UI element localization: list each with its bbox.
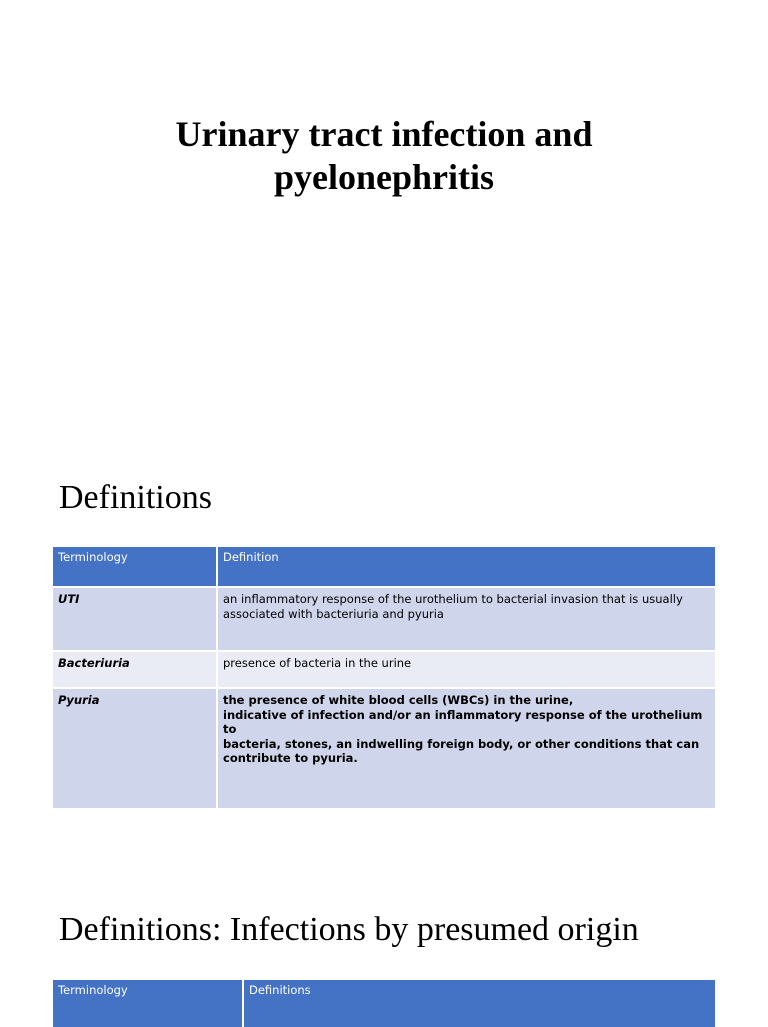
table-row bbox=[53, 587, 715, 651]
table-row bbox=[53, 688, 715, 808]
infections-by-origin-heading: Definitions: Infections by presumed origin bbox=[59, 911, 639, 948]
infections-by-origin-table bbox=[53, 980, 715, 1027]
definition-cell bbox=[217, 688, 715, 808]
definition-cell bbox=[217, 587, 715, 651]
slide-title-line-1: Urinary tract infection and bbox=[175, 114, 593, 154]
slide-title-line-2: pyelonephritis bbox=[273, 157, 495, 197]
term-cell: Pyuria bbox=[53, 688, 217, 808]
definition-line: associated with bacteriuria and pyuria bbox=[223, 606, 444, 621]
table-row bbox=[53, 651, 715, 688]
definitions-table bbox=[53, 547, 715, 808]
table-header-row bbox=[53, 547, 715, 587]
table-header-row bbox=[53, 980, 715, 1027]
header-definition: Definition bbox=[217, 547, 715, 587]
header-definitions: Definitions bbox=[243, 980, 715, 1027]
definition-line: indicative of infection and/or an inflammatory response of the urothelium to bbox=[223, 707, 703, 736]
definition-cell bbox=[217, 651, 715, 688]
header-terminology: Terminology bbox=[53, 547, 217, 587]
definition-line: bacteria, stones, an indwelling foreign body, or other conditions that can bbox=[223, 736, 700, 751]
definition-line: contribute to pyuria. bbox=[223, 751, 358, 765]
term-cell: UTI bbox=[53, 587, 217, 651]
definition-line: the presence of white blood cells (WBCs) in the urine, bbox=[223, 693, 574, 707]
definitions-heading: Definitions bbox=[59, 479, 212, 516]
definition-line: presence of bacteria in the urine bbox=[223, 656, 412, 670]
slide-title bbox=[0, 113, 768, 199]
header-terminology: Terminology bbox=[53, 980, 243, 1027]
term-cell: Bacteriuria bbox=[53, 651, 217, 688]
definition-line: an inflammatory response of the urothelium to bacterial invasion that is usually bbox=[223, 592, 683, 606]
